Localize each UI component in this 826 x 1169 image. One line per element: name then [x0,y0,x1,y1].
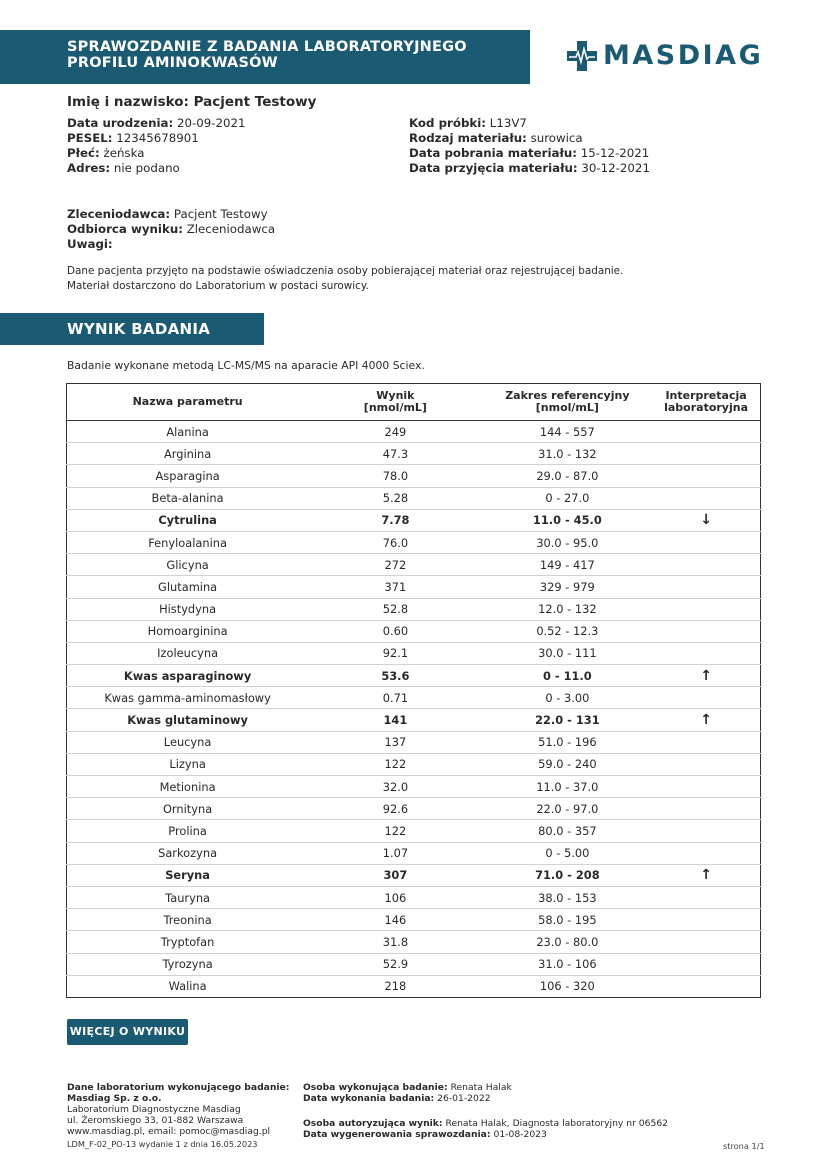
sex-value: żeńska [103,146,145,160]
sex-label: Płeć: [67,146,100,160]
client-value: Pacjent Testowy [173,207,268,221]
cell-range: 329 - 979 [483,576,653,598]
cell-range: 31.0 - 106 [483,953,653,975]
cell-name: Leucyna [67,731,309,753]
cell-range: 38.0 - 153 [483,886,653,908]
performer-info [303,1082,512,1104]
table-row [67,620,761,642]
recipient-value: Zleceniodawca [186,222,276,236]
note-line2: Materiał dostarczono do Laboratorium w postaci surowicy. [67,280,369,292]
cell-name: Metionina [67,776,309,798]
cell-range: 0.52 - 12.3 [483,620,653,642]
cell-result: 307 [308,864,482,886]
cell-range: 106 - 320 [539,979,595,994]
performed-date-label: Data wykonania badania: [303,1093,435,1104]
cell-result: 272 [308,554,482,576]
section-title: WYNIK BADANIA [67,320,211,338]
form-id: LDM_F-02_PO-13 wydanie 1 z dnia 16.05.2023 [67,1139,258,1149]
table-row [67,665,761,687]
performed-date-value: 26-01-2022 [437,1093,491,1104]
collected-row [409,146,650,161]
cell-name: Fenyloalanina [67,531,309,553]
cell-range: 23.0 - 80.0 [483,931,653,953]
report-date-label: Data wygenerowania sprawozdania: [303,1129,491,1140]
cell-interpretation [652,598,760,620]
cell-interpretation: ↑ [652,709,760,731]
client-label: Zleceniodawca: [67,207,171,221]
cell-interpretation [652,687,760,709]
table-row [67,864,761,886]
patient-note [67,264,687,294]
address-value: nie podano [113,161,180,175]
authorizer-label: Osoba autoryzująca wynik: [303,1118,443,1129]
cell-range: 31.0 - 132 [483,443,653,465]
remarks-label: Uwagi: [67,237,113,251]
table-row [67,931,761,953]
cell-interpretation [652,531,760,553]
table-row [67,421,761,443]
cell-name: Asparagina [67,465,309,487]
cell-name: Tyrozyna [67,953,309,975]
table-row [67,487,761,509]
cell-interpretation: ↑ [652,665,760,687]
cell-result: 137 [308,731,482,753]
cell-result: 53.6 [308,665,482,687]
cell-result: 52.9 [308,953,482,975]
header-range [483,384,653,421]
cell-name: Kwas asparaginowy [67,665,309,687]
table-row [67,731,761,753]
cell-name: Alanina [67,421,309,443]
birth-value: 20-09-2021 [176,116,246,130]
material-label: Rodzaj materiału: [409,131,527,145]
table-row [67,598,761,620]
cell-result: 7.78 [308,509,482,531]
cell-interpretation [652,886,760,908]
patient-name-label: Imię i nazwisko: [67,94,189,110]
cell-interpretation: ↑ [652,864,760,886]
cell-name: Prolina [67,820,309,842]
cell-range: 30.0 - 95.0 [483,531,653,553]
table-row [67,776,761,798]
report-title-line2: PROFILU AMINOKWASÓW [67,55,278,71]
header-interp-l2: laboratoryjna [664,401,749,414]
cell-result: 146 [308,909,482,931]
cell-interpretation [652,975,760,997]
cell-interpretation [652,487,760,509]
header-result [308,384,482,421]
pesel-value: 12345678901 [116,131,199,145]
cell-interpretation [652,842,760,864]
note-line1: Dane pacjenta przyjęto na podstawie oświadczenia osoby pobierającej materiał oraz rejestrującej badanie. [67,265,624,277]
cell-result: 52.8 [308,598,482,620]
pesel-label: PESEL: [67,131,113,145]
report-date-value: 01-08-2023 [493,1129,547,1140]
table-row [67,820,761,842]
remarks-row [67,237,275,252]
sample-code-row [409,116,650,131]
table-row [67,842,761,864]
table-row [67,554,761,576]
birth-row [67,116,246,131]
more-info-button[interactable]: WIĘCEJ O WYNIKU [67,1019,188,1045]
birth-label: Data urodzenia: [67,116,174,130]
cell-name: Treonina [67,909,309,931]
cell-range: 22.0 - 97.0 [483,798,653,820]
header-result-l1: Wynik [376,389,415,402]
cell-name: Histydyna [67,598,309,620]
lab-info [67,1082,289,1137]
cell-range: 30.0 - 111 [483,642,653,664]
results-body [67,421,761,998]
lab-line3: www.masdiag.pl, email: pomoc@masdiag.pl [67,1126,271,1137]
received-value: 30-12-2021 [581,161,650,175]
lab-line1: Laboratorium Diagnostyczne Masdiag [67,1104,241,1115]
cell-name: Seryna [67,864,309,886]
cell-range: 51.0 - 196 [483,731,653,753]
material-value: surowica [530,131,583,145]
sample-details [409,116,650,176]
collected-label: Data pobrania materiału: [409,146,577,160]
cell-result: 371 [308,576,482,598]
table-row [67,953,761,975]
cell-result: 1.07 [308,842,482,864]
table-row [67,975,761,997]
cell-name: Sarkozyna [67,842,309,864]
cell-name: Lizyna [67,753,309,775]
cell-result: 78.0 [308,465,482,487]
cell-interpretation [652,421,760,443]
table-row [67,443,761,465]
header-interp-l1: Interpretacja [665,389,747,402]
report-title-line1: SPRAWOZDANIE Z BADANIA LABORATORYJNEGO [67,39,467,55]
material-row [409,131,650,146]
received-row [409,161,650,176]
lab-line2: ul. Żeromskiego 33, 01-882 Warszawa [67,1115,244,1126]
cell-result: 32.0 [308,776,482,798]
cell-interpretation [652,554,760,576]
table-row [67,798,761,820]
cell-name: Arginina [67,443,309,465]
authorizer-info [303,1118,668,1140]
cell-range: 0 - 5.00 [483,842,653,864]
cell-result: 0.71 [308,687,482,709]
cell-name: Glicyna [67,554,309,576]
method-text: Badanie wykonane metodą LC-MS/MS na aparacie API 4000 Sciex. [67,359,425,372]
recipient-label: Odbiorca wyniku: [67,222,183,236]
cell-result: 249 [308,421,482,443]
authorizer-value: Renata Halak, Diagnosta laboratoryjny nr 06562 [445,1118,669,1129]
cell-interpretation [652,731,760,753]
cell-interpretation [652,576,760,598]
received-label: Data przyjęcia materiału: [409,161,578,175]
table-row [67,642,761,664]
cell-range: 0 - 27.0 [483,487,653,509]
cell-name: Tryptofan [67,931,309,953]
cell-result: 122 [308,753,482,775]
table-row [67,465,761,487]
cell-name: Ornityna [67,798,309,820]
cell-result: 0.60 [308,620,482,642]
sample-code-label: Kod próbki: [409,116,487,130]
sex-row [67,146,246,161]
cell-result: 47.3 [308,443,482,465]
cell-range: 144 - 557 [483,421,653,443]
logo-wordmark: MASDIAG [603,40,764,71]
cell-interpretation [652,820,760,842]
address-label: Adres: [67,161,111,175]
cell-range: 59.0 - 240 [483,753,653,775]
cell-result: 92.1 [308,642,482,664]
header-range-l1: Zakres referencyjny [505,389,630,402]
cell-interpretation [652,620,760,642]
header-name [67,384,309,421]
table-row [67,687,761,709]
table-row [67,709,761,731]
table-row [67,531,761,553]
cell-interpretation [652,909,760,931]
cell-range: 11.0 - 45.0 [483,509,653,531]
cell-interpretation [652,753,760,775]
cell-name: Walina [168,979,207,994]
cell-result: 76.0 [308,531,482,553]
cell-result: 141 [308,709,482,731]
cell-result: 106 [308,886,482,908]
patient-name-value: Pacjent Testowy [193,94,317,110]
cell-range: 71.0 - 208 [483,864,653,886]
table-row [67,576,761,598]
report-title [67,39,517,71]
cell-name: Kwas gamma-aminomasłowy [67,687,309,709]
cell-result: 218 [384,979,407,994]
performer-label: Osoba wykonująca badanie: [303,1082,448,1093]
cell-name: Tauryna [67,886,309,908]
cell-interpretation [652,642,760,664]
cell-interpretation [652,953,760,975]
collected-value: 15-12-2021 [580,146,650,160]
table-row [67,909,761,931]
results-table [66,383,761,998]
cell-interpretation [652,931,760,953]
cell-interpretation [652,798,760,820]
page-number: strona 1/1 [723,1141,765,1151]
cell-result: 5.28 [308,487,482,509]
client-row [67,207,275,222]
address-row [67,161,246,176]
pesel-row [67,131,246,146]
header-range-l2: [nmol/mL] [535,401,599,414]
order-details [67,207,275,252]
cell-range: 58.0 - 195 [483,909,653,931]
cell-interpretation [652,443,760,465]
lab-name: Masdiag Sp. z o.o. [67,1093,162,1104]
cell-name: Homoarginina [67,620,309,642]
cell-range: 11.0 - 37.0 [483,776,653,798]
header-interpretation [652,384,760,421]
patient-name [67,94,316,110]
cell-range: 80.0 - 357 [483,820,653,842]
logo-cross-icon [565,40,599,72]
recipient-row [67,222,275,237]
table-row [67,886,761,908]
cell-result: 31.8 [308,931,482,953]
lab-label: Dane laboratorium wykonującego badanie: [67,1082,290,1093]
cell-range: 0 - 3.00 [483,687,653,709]
cell-name: Cytrulina [67,509,309,531]
table-row [67,509,761,531]
cell-range: 12.0 - 132 [483,598,653,620]
cell-range: 29.0 - 87.0 [483,465,653,487]
cell-name: Beta-alanina [67,487,309,509]
sample-code-value: L13V7 [489,116,527,130]
cell-name: Glutamina [67,576,309,598]
header-result-l2: [nmol/mL] [363,401,427,414]
cell-name: Izoleucyna [67,642,309,664]
table-row [67,753,761,775]
cell-range: 22.0 - 131 [483,709,653,731]
cell-range: 0 - 11.0 [483,665,653,687]
cell-interpretation: ↓ [652,509,760,531]
table-header-row [67,384,761,421]
cell-range: 149 - 417 [483,554,653,576]
cell-result: 122 [308,820,482,842]
performer-value: Renata Halak [450,1082,512,1093]
patient-details [67,116,246,176]
cell-result: 92.6 [308,798,482,820]
cell-interpretation [652,465,760,487]
cell-name: Kwas glutaminowy [67,709,309,731]
header-name-text: Nazwa parametru [132,395,243,408]
cell-interpretation [652,776,760,798]
